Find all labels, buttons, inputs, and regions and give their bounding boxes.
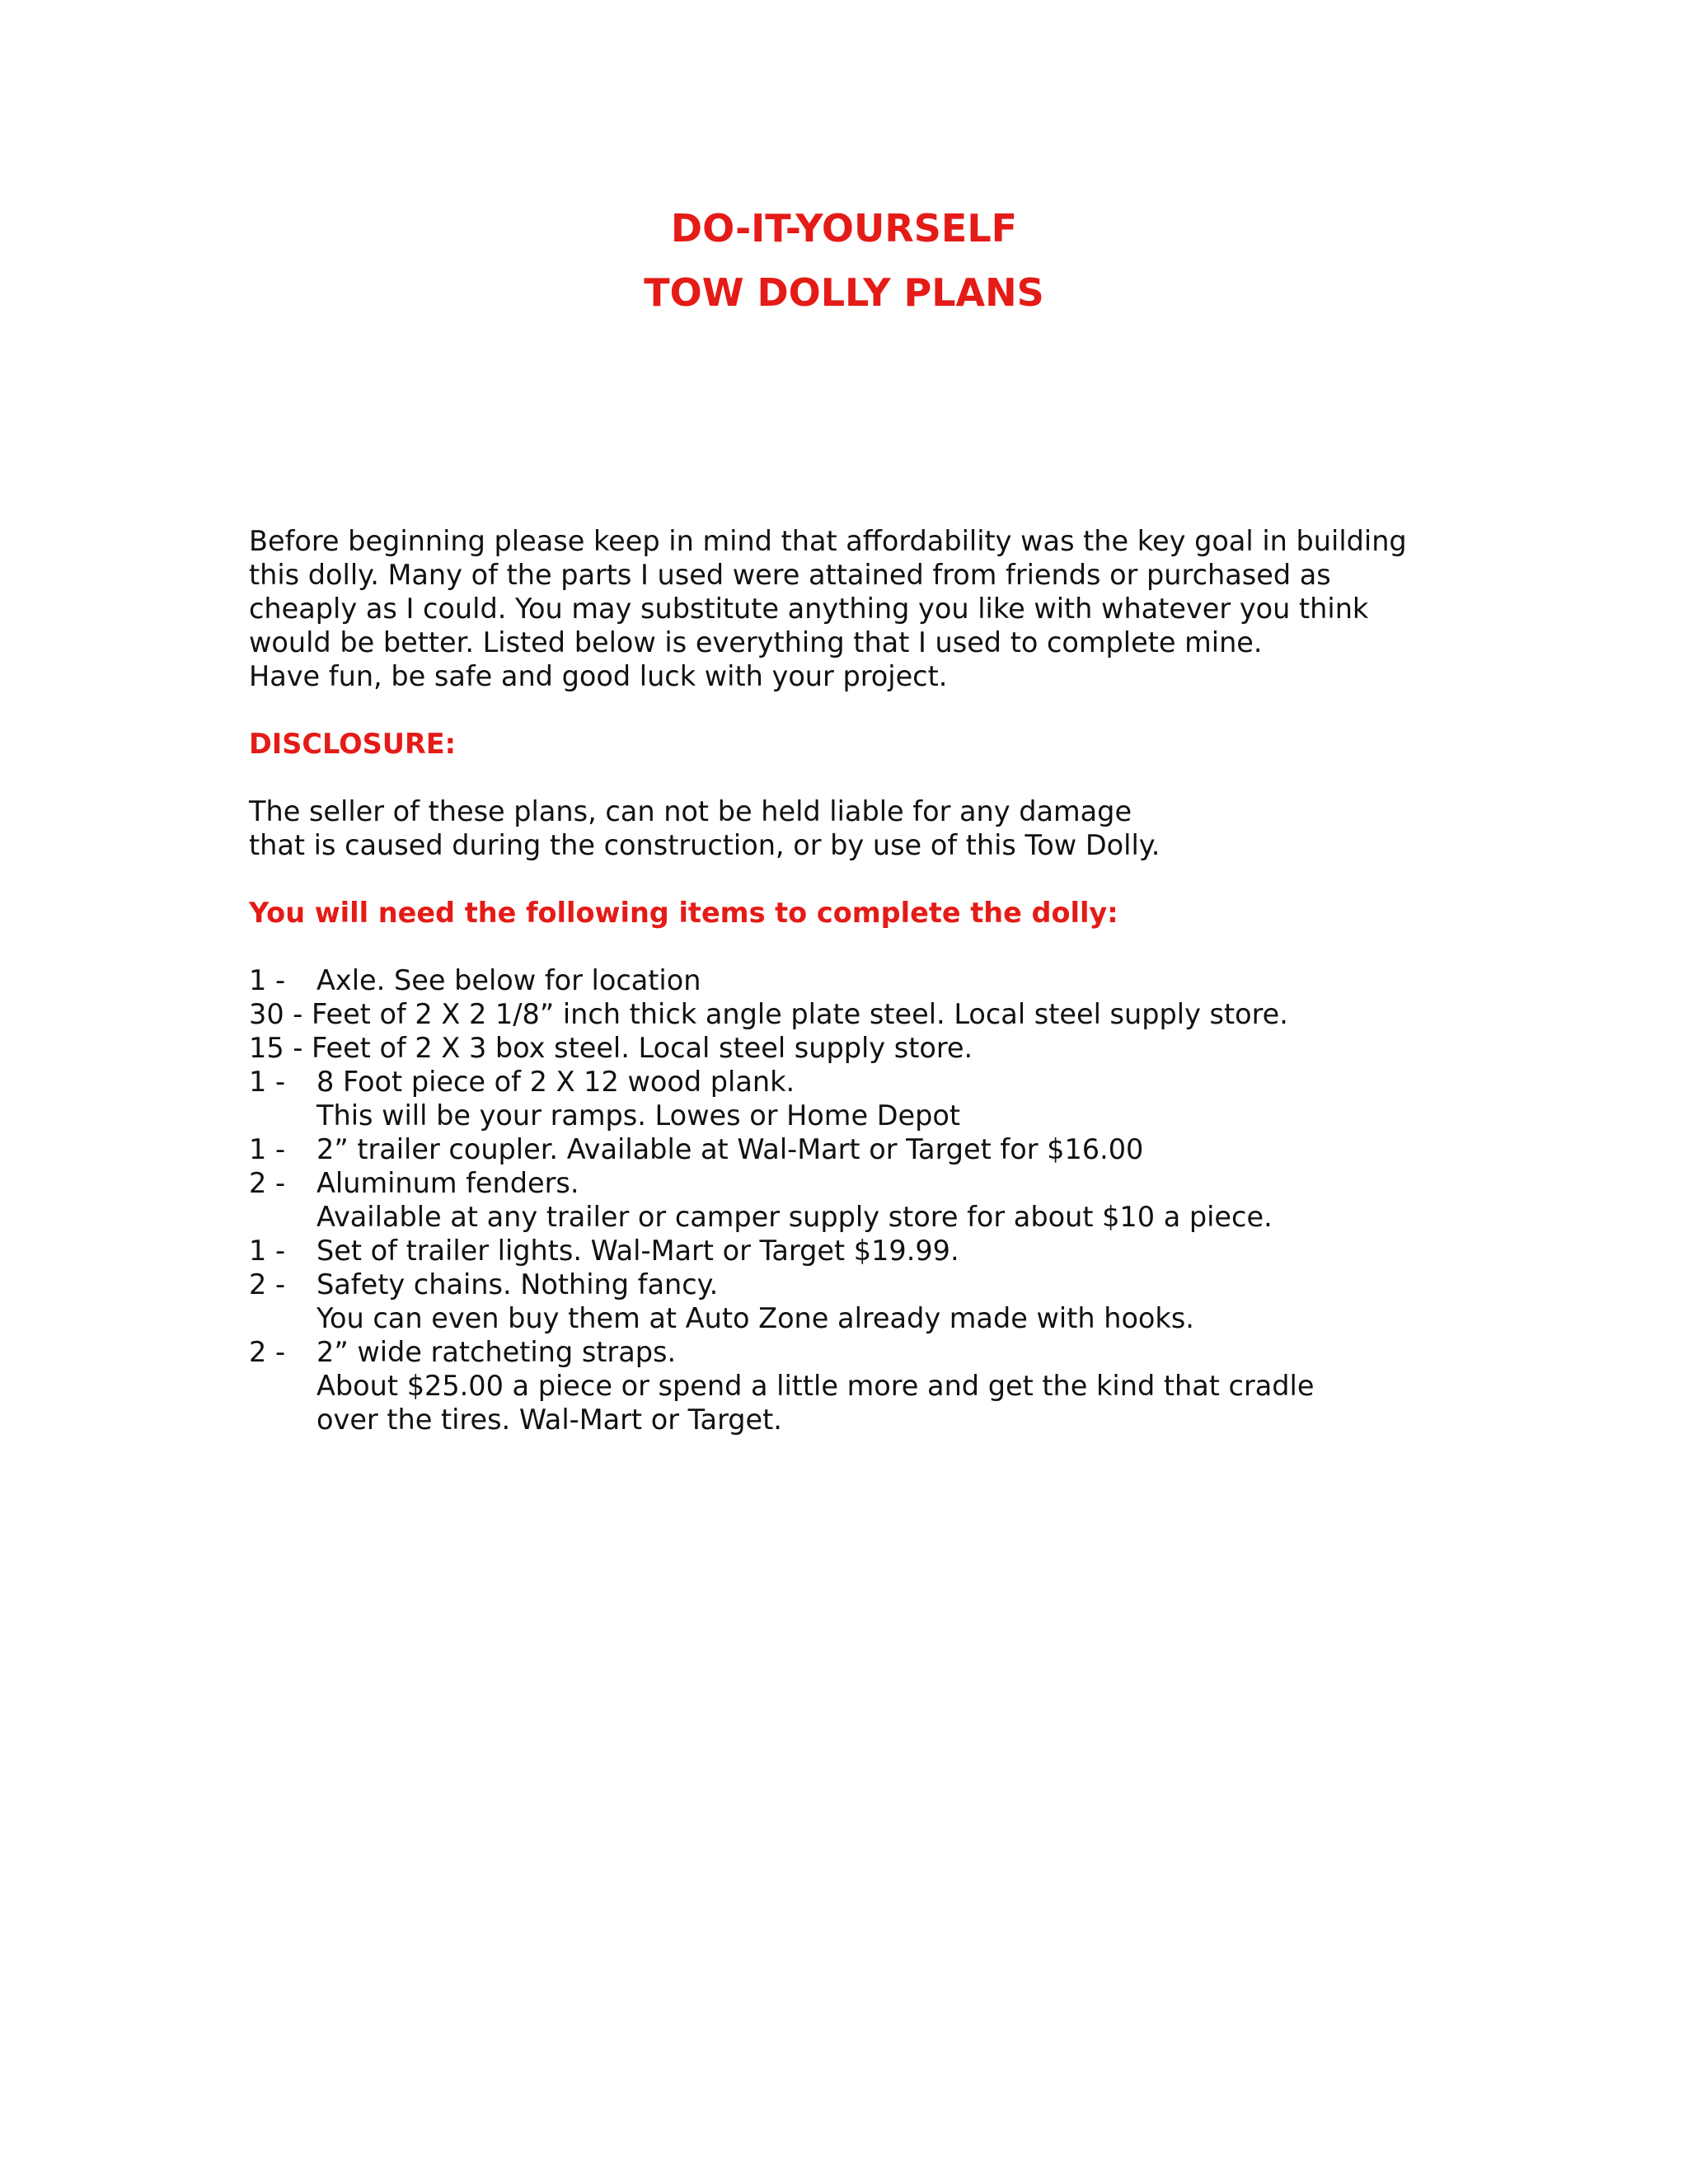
- list-item: [249, 1031, 1485, 1065]
- item-continuation: over the tires. Wal-Mart or Target.: [316, 1404, 782, 1436]
- item-text: Axle. See below for location: [316, 964, 701, 996]
- item-continuation: You can even buy them at Auto Zone already made with hooks.: [316, 1302, 1194, 1334]
- list-item: [249, 1268, 1485, 1335]
- item-continuation: About $25.00 a piece or spend a little more and get the kind that cradle: [316, 1370, 1315, 1402]
- title-line-1: DO-IT-YOURSELF: [670, 206, 1018, 251]
- document-title: [0, 196, 1688, 325]
- item-quantity: 30 -: [249, 998, 312, 1030]
- list-item: [249, 1335, 1485, 1436]
- item-quantity: 2 -: [249, 1336, 286, 1368]
- list-item: [249, 963, 1485, 997]
- item-quantity: 1 -: [249, 1235, 286, 1267]
- item-continuation: This will be your ramps. Lowes or Home Depot: [316, 1099, 961, 1132]
- title-line-2: TOW DOLLY PLANS: [644, 270, 1044, 315]
- item-text: 8 Foot piece of 2 X 12 wood plank.: [316, 1066, 795, 1098]
- item-text: Feet of 2 X 2 1/8” inch thick angle plate steel. Local steel supply store.: [312, 998, 1288, 1030]
- item-quantity: 2 -: [249, 1167, 286, 1199]
- item-text: Aluminum fenders.: [316, 1167, 579, 1199]
- disclosure-line: that is caused during the construction, or by use of this Tow Dolly.: [249, 829, 1160, 861]
- item-quantity: 2 -: [249, 1268, 286, 1301]
- intro-line: would be better. Listed below is everything that I used to complete mine.: [249, 626, 1263, 658]
- intro-line: this dolly. Many of the parts I used were attained from friends or purchased as: [249, 559, 1331, 591]
- item-continuation: Available at any trailer or camper supply store for about $10 a piece.: [316, 1201, 1273, 1233]
- intro-paragraph: [249, 524, 1485, 693]
- list-item: [249, 997, 1485, 1031]
- disclosure-heading: DISCLOSURE:: [249, 728, 457, 760]
- item-text: Feet of 2 X 3 box steel. Local steel supply store.: [312, 1032, 973, 1064]
- disclosure-line: The seller of these plans, can not be held liable for any damage: [249, 795, 1132, 827]
- item-quantity: 1 -: [249, 1133, 286, 1165]
- intro-line: cheaply as I could. You may substitute anything you like with whatever you think: [249, 593, 1369, 625]
- item-quantity: 15 -: [249, 1032, 312, 1064]
- list-item: [249, 1132, 1485, 1166]
- items-heading: You will need the following items to complete the dolly:: [249, 897, 1118, 929]
- disclosure-paragraph: [249, 794, 1485, 862]
- list-item: [249, 1065, 1485, 1132]
- intro-line: Before beginning please keep in mind that affordability was the key goal in building: [249, 525, 1407, 557]
- item-text: 2” trailer coupler. Available at Wal-Mart or Target for $16.00: [316, 1133, 1144, 1165]
- item-quantity: 1 -: [249, 964, 286, 996]
- document-body: [249, 524, 1485, 1436]
- intro-line: Have fun, be safe and good luck with your project.: [249, 660, 948, 692]
- list-item: [249, 1166, 1485, 1234]
- items-list: [249, 963, 1485, 1436]
- list-item: [249, 1234, 1485, 1268]
- item-text: Safety chains. Nothing fancy.: [316, 1268, 719, 1301]
- item-text: 2” wide ratcheting straps.: [316, 1336, 677, 1368]
- item-text: Set of trailer lights. Wal-Mart or Target $19.99.: [316, 1235, 959, 1267]
- item-quantity: 1 -: [249, 1066, 286, 1098]
